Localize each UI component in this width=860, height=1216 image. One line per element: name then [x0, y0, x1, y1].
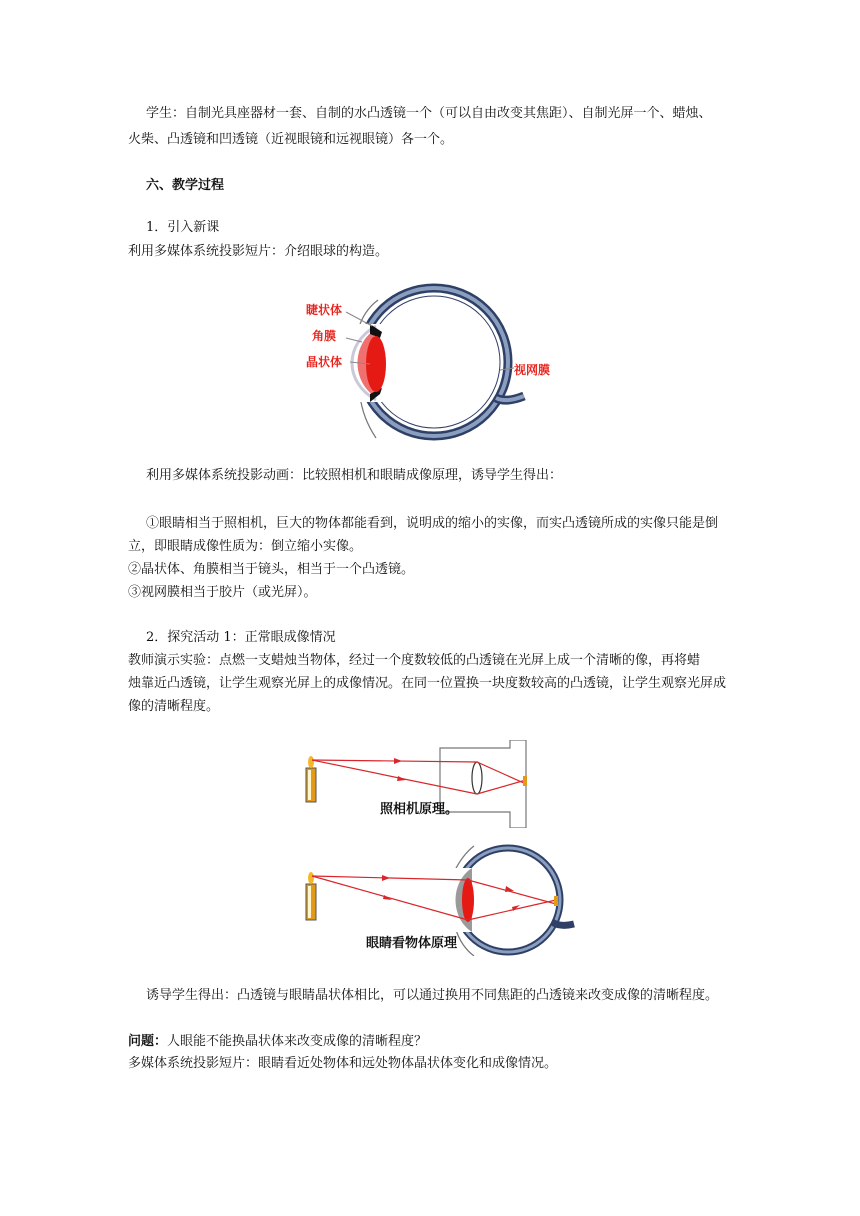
final-line: 多媒体系统投影短片：眼睛看近处物体和远处物体晶状体变化和成像情况。	[128, 1056, 558, 1071]
step2-line-3: 像的清晰程度。	[128, 699, 220, 714]
materials-line-2: 火柴、凸透镜和凹透镜（近视眼镜和远视眼镜）各一个。	[128, 132, 454, 147]
candle-flame	[308, 872, 314, 884]
animation-intro: 利用多媒体系统投影动画：比较照相机和眼睛成像原理，诱导学生得出：	[146, 468, 563, 483]
ray-bottom-in	[312, 876, 468, 920]
materials-line-1: 学生：自制光具座器材一套、自制的水凸透镜一个（可以自由改变其焦距）、自制光屏一个、蜡烛、	[146, 106, 712, 121]
section-heading: 六、教学过程	[146, 178, 225, 193]
pointer-ciliary	[346, 312, 372, 326]
candle-flame	[308, 756, 314, 768]
eye-structure-figure	[300, 282, 560, 444]
ray-arrow-1	[394, 758, 402, 764]
question-label: 问题：	[128, 1034, 168, 1049]
label-retina: 视网膜	[514, 363, 551, 377]
retina-image	[554, 896, 558, 906]
step2-title: 2．探究活动 1：正常眼成像情况	[146, 630, 336, 645]
label-ciliary: 睫状体	[306, 303, 343, 317]
eyeball-interior	[368, 296, 500, 428]
step1-intro: 利用多媒体系统投影短片：介绍眼球的构造。	[128, 244, 389, 259]
label-cornea: 角膜	[312, 329, 337, 343]
candle-highlight	[308, 886, 311, 918]
eye-lens	[462, 878, 474, 922]
point-1-line-1: ①眼睛相当于照相机，巨大的物体都能看到，说明成的缩小的实像，而实凸透镜所成的实像只能是倒	[146, 516, 719, 531]
step1-title: 1．引入新课	[146, 220, 220, 235]
point-1-line-2: 立，即眼睛成像性质为：倒立缩小实像。	[128, 539, 363, 554]
label-lens: 晶状体	[306, 355, 343, 369]
question-text: 人眼能不能换晶状体来改变成像的清晰程度？	[167, 1034, 428, 1049]
camera-caption: 照相机原理。	[380, 802, 459, 817]
conclusion: 诱导学生得出：凸透镜与眼睛晶状体相比，可以通过换用不同焦距的凸透镜来改变成像的清晰程度。	[146, 988, 719, 1003]
question-line	[128, 1032, 427, 1052]
optic-nerve	[552, 922, 574, 925]
point-3: ③视网膜相当于胶片（或光屏）。	[128, 585, 317, 600]
film-image	[523, 776, 527, 786]
step2-line-2: 烛靠近凸透镜，让学生观察光屏上的成像情况。在同一位置换一块度数较高的凸透镜，让学生观察光屏成	[128, 676, 727, 691]
step2-line-1: 教师演示实验：点燃一支蜡烛当物体，经过一个度数较低的凸透镜在光屏上成一个清晰的像，再将蜡	[128, 653, 701, 668]
eye-view-caption: 眼睛看物体原理	[366, 936, 458, 951]
camera-lens	[472, 762, 482, 794]
candle-highlight	[308, 770, 311, 800]
ray-arrow-1	[382, 875, 390, 881]
point-2: ②晶状体、角膜相当于镜头，相当于一个凸透镜。	[128, 562, 415, 577]
ray-arrow-2	[383, 895, 392, 900]
